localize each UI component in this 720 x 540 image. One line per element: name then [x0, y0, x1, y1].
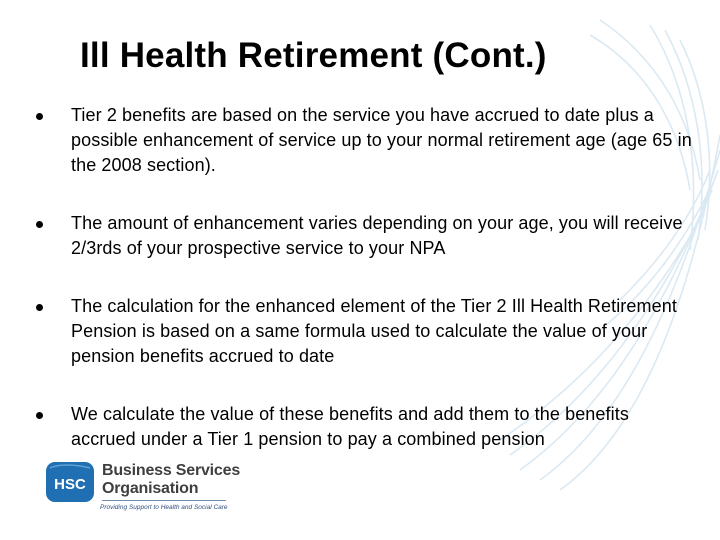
bullet-dot-icon — [36, 221, 43, 228]
bullet-text: The calculation for the enhanced element of the Tier 2 Ill Health Retirement Pension is based on a same formula used to calculate the value of your pension benefits accrued to date — [71, 296, 677, 366]
bullet-dot-icon — [36, 304, 43, 311]
logo-name-line2: Organisation — [102, 480, 199, 497]
hsc-logo-mark-icon — [44, 460, 96, 504]
bso-logo — [44, 460, 241, 516]
bullet-item — [36, 211, 696, 261]
bullet-dot-icon — [36, 412, 43, 419]
bullet-item — [36, 103, 696, 178]
logo-mark-text: HSC — [54, 476, 86, 493]
logo-tagline: Providing Support to Health and Social Care — [100, 504, 228, 511]
bullet-text: Tier 2 benefits are based on the service you have accrued to date plus a possible enhancement of service up to your normal retirement age (age 65 in the 2008 section). — [71, 105, 692, 175]
logo-divider — [102, 500, 226, 501]
bullet-text: We calculate the value of these benefits and add them to the benefits accrued under a Tier 1 pension to pay a combined pension — [71, 404, 629, 449]
logo-name-line1: Business Services — [102, 462, 241, 479]
slide-title: Ill Health Retirement (Cont.) — [80, 36, 547, 75]
bullet-item — [36, 294, 696, 369]
bullet-item — [36, 402, 696, 452]
bullet-list — [36, 103, 696, 452]
bullet-text: The amount of enhancement varies depending on your age, you will receive 2/3rds of your prospective service to your NPA — [71, 213, 683, 258]
bullet-dot-icon — [36, 113, 43, 120]
